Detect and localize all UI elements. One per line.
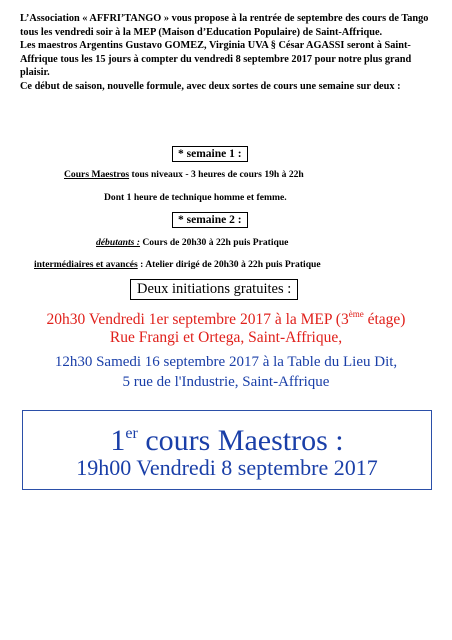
week1-line1 xyxy=(64,169,304,180)
initiation1-floor: étage) xyxy=(363,311,406,328)
intro-paragraph-maestros: Les maestros Argentins Gustavo GOMEZ, Virginia UVA § César AGASSI seront à Saint-Affrique tous les 15 jours à compter du vendredi 8 septembre 2017 pour notre plus grand plaisir. xyxy=(20,40,412,79)
initiation1-floor-sup: ème xyxy=(348,309,364,319)
intro-paragraph-association: L’Association « AFFRI’TANGO » vous propose à la rentrée de septembre des cours de Tango tous les vendredi soir à la MEP (Maison d’Education Populaire) de Saint-Affrique. xyxy=(20,13,429,38)
initiation2-address: 5 rue de l'Industrie, Saint-Affrique xyxy=(122,374,330,390)
first-course-sup: er xyxy=(125,425,138,442)
initiation1-date: 20h30 Vendredi 1er septembre 2017 à la MEP (3 xyxy=(46,311,349,328)
week1-line2: Dont 1 heure de technique homme et femme. xyxy=(104,192,287,203)
first-course-title xyxy=(23,417,431,458)
week2-line1 xyxy=(96,237,288,248)
first-course-box xyxy=(22,410,432,490)
week1-heading: * semaine 1 : xyxy=(172,146,248,162)
first-course-date: 19h00 Vendredi 8 septembre 2017 xyxy=(76,455,378,480)
first-course-number: 1 xyxy=(110,424,126,457)
intro-text xyxy=(20,12,440,94)
week2-heading: * semaine 2 : xyxy=(172,212,248,228)
week1-course-label: Cours Maestros xyxy=(64,169,130,180)
first-course-label: cours Maestros : xyxy=(137,424,344,457)
initiation1-line1 xyxy=(0,309,452,329)
week2-advanced-details: : Atelier dirigé de 20h30 à 22h puis Pratique xyxy=(137,259,321,270)
week1-course-details: tous niveaux - 3 heures de cours 19h à 22h xyxy=(129,169,304,180)
week2-line2 xyxy=(34,259,321,270)
initiations-heading: Deux initiations gratuites : xyxy=(130,279,298,300)
intro-paragraph-formule: Ce début de saison, nouvelle formule, avec deux sortes de cours une semaine sur deux : xyxy=(20,80,401,92)
week2-beginners-details: Cours de 20h30 à 22h puis Pratique xyxy=(139,237,289,248)
initiation2-line1: 12h30 Samedi 16 septembre 2017 à la Table du Lieu Dit, xyxy=(54,354,398,370)
week2-beginners-label: débutants : xyxy=(96,237,140,248)
week2-advanced-label: intermédiaires et avancés xyxy=(34,259,138,270)
initiation1-address: Rue Frangi et Ortega, Saint-Affrique, xyxy=(109,329,343,346)
